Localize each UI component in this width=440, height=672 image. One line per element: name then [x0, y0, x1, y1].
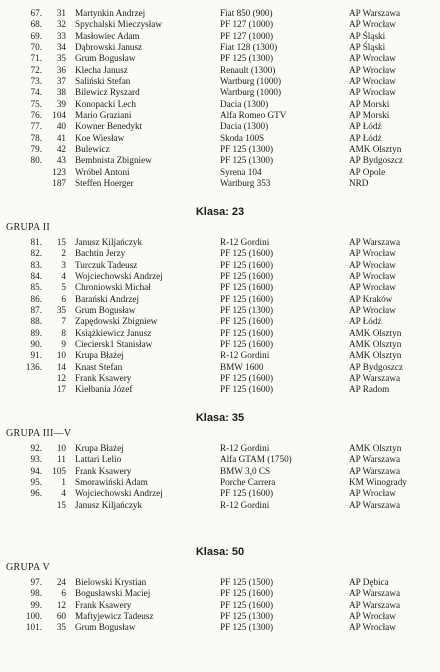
car-model: PF 125 (1600): [220, 259, 274, 270]
start-number: 35: [56, 305, 66, 316]
car-model: PF 125 (1300): [220, 53, 274, 64]
grupa-2-heading: GRUPA II: [6, 222, 50, 233]
car-model: PF 125 (1600): [220, 373, 274, 384]
driver-name: Masłowiec Adam: [75, 30, 140, 41]
club-name: AP Wrocław: [349, 259, 396, 270]
place-number: 74.: [30, 87, 42, 98]
start-number: 12: [56, 599, 66, 610]
driver-name: Bachtin Jerzy: [75, 248, 126, 259]
start-number: 60: [56, 611, 66, 622]
table-row: [0, 362, 440, 373]
club-name: AP Wrocław: [349, 53, 396, 64]
club-name: AMK Olsztyn: [349, 339, 402, 350]
grupa-5-heading: GRUPA V: [6, 562, 51, 573]
table-row: [0, 488, 440, 499]
driver-name: Smorawiński Adam: [75, 477, 148, 488]
car-model: Alfa GTAM (1750): [220, 454, 292, 465]
table-row: [0, 155, 440, 166]
table-row: [0, 454, 440, 465]
car-model: PF 125 (1600): [220, 339, 274, 350]
club-name: AP Łódź: [349, 316, 382, 327]
start-number: 24: [56, 577, 66, 587]
car-model: Dacia (1300): [220, 121, 269, 132]
driver-name: Klecha Janusz: [75, 64, 128, 75]
place-number: 88.: [30, 316, 42, 327]
table-row: [0, 167, 440, 178]
results-table-section-a: [0, 8, 440, 190]
car-model: PF 127 (1000): [220, 30, 274, 41]
place-number: 68.: [30, 19, 42, 30]
table-row: [0, 577, 440, 588]
driver-name: Krupa Błażej: [75, 443, 124, 453]
car-model: Alfa Romeo GTV: [220, 110, 287, 121]
car-model: PF 125 (1600): [220, 316, 274, 327]
table-row: [0, 76, 440, 87]
place-number: 67.: [30, 8, 42, 18]
table-row: [0, 65, 440, 76]
start-number: 15: [56, 237, 66, 247]
place-number: 78.: [30, 132, 42, 143]
driver-name: Koe Wiesław: [75, 132, 125, 143]
car-model: PF 125 (1600): [220, 588, 274, 599]
start-number: 6: [61, 588, 66, 599]
club-name: AP Wrocław: [349, 76, 396, 87]
start-number: 104: [52, 110, 66, 121]
place-number: 87.: [30, 305, 42, 316]
table-row: [0, 373, 440, 384]
place-number: 91.: [30, 350, 42, 361]
car-model: PF 125 (1300): [220, 155, 274, 166]
club-name: AP Wrocław: [349, 248, 396, 259]
car-model: PF 125 (1300): [220, 611, 274, 622]
club-name: AP Wrocław: [349, 64, 396, 75]
driver-name: Bilewicz Ryszard: [75, 87, 140, 98]
club-name: AP Warszawa: [349, 373, 401, 384]
club-name: AP Warszawa: [349, 465, 401, 476]
club-name: AP Wrocław: [349, 611, 396, 622]
driver-name: Janusz Kiljańczyk: [75, 237, 143, 247]
table-row: [0, 121, 440, 132]
car-model: R-12 Gordini: [220, 237, 270, 247]
place-number: 80.: [30, 155, 42, 166]
start-number: 11: [57, 454, 66, 465]
car-model: Wartburg (1000): [220, 76, 282, 87]
car-model: R-12 Gordini: [220, 350, 270, 361]
start-number: 4: [61, 271, 66, 282]
car-model: BMW 3,0 CS: [220, 465, 271, 476]
car-model: Wartburg (1000): [220, 87, 282, 98]
car-model: PF 125 (1300): [220, 144, 274, 155]
car-model: PF 125 (1600): [220, 488, 274, 499]
driver-name: Cieciersk1 Stanisław: [75, 339, 153, 350]
club-name: AP Łódź: [349, 121, 382, 132]
club-name: AMK Olsztyn: [349, 443, 402, 453]
club-name: AP Warszawa: [349, 599, 401, 610]
club-name: AP Radom: [349, 384, 390, 395]
table-row: [0, 110, 440, 121]
place-number: 95.: [30, 477, 42, 488]
start-number: 5: [61, 282, 66, 293]
place-number: 97.: [30, 577, 42, 587]
driver-name: Barański Andrzej: [75, 293, 140, 304]
start-number: 37: [56, 76, 66, 87]
car-model: PF 125 (1600): [220, 282, 274, 293]
driver-name: Frank Ksawery: [75, 373, 132, 384]
table-row: [0, 8, 440, 19]
start-number: 40: [56, 121, 66, 132]
club-name: AP Warszawa: [349, 588, 401, 599]
club-name: AP Łódź: [349, 132, 382, 143]
place-number: 82.: [30, 248, 42, 259]
start-number: 8: [61, 327, 66, 338]
place-number: 89.: [30, 327, 42, 338]
place-number: 83.: [30, 259, 42, 270]
driver-name: Maftyjewicz Tadeusz: [75, 611, 154, 622]
driver-name: Bogusławski Maciej: [75, 588, 151, 599]
club-name: AP Wrocław: [349, 19, 396, 30]
start-number: 31: [56, 8, 66, 18]
car-model: R-12 Gordini: [220, 499, 270, 510]
car-model: PF 125 (1600): [220, 293, 274, 304]
place-number: 77.: [30, 121, 42, 132]
start-number: 35: [56, 622, 66, 633]
start-number: 12: [56, 373, 66, 384]
table-row: [0, 500, 440, 511]
place-number: 70.: [30, 42, 42, 53]
club-name: AP Morski: [349, 98, 390, 109]
driver-name: Frank Ksawery: [75, 465, 132, 476]
table-row: [0, 87, 440, 98]
table-row: [0, 31, 440, 42]
klasa-35-heading: Klasa: 35: [195, 412, 245, 424]
table-row: [0, 339, 440, 350]
table-row: [0, 19, 440, 30]
car-model: Porche Carrera: [220, 477, 276, 488]
place-number: 81.: [30, 237, 42, 247]
table-row: [0, 260, 440, 271]
table-row: [0, 237, 440, 248]
table-row: [0, 282, 440, 293]
table-row: [0, 384, 440, 395]
start-number: 7: [61, 316, 66, 327]
club-name: AP Warszawa: [349, 499, 401, 510]
place-number: 90.: [30, 339, 42, 350]
driver-name: Konopacki Lech: [75, 98, 136, 109]
table-row: [0, 443, 440, 454]
table-row: [0, 466, 440, 477]
driver-name: Dąbrowski Janusz: [75, 42, 143, 53]
results-table-section-c: [0, 443, 440, 511]
start-number: 1: [61, 477, 66, 488]
car-model: PF 125 (1300): [220, 622, 274, 633]
driver-name: Bulewicz: [75, 144, 110, 155]
start-number: 17: [56, 384, 66, 395]
driver-name: Wojciechowski Andrzej: [75, 271, 163, 282]
car-model: Syrena 104: [220, 166, 262, 177]
table-row: [0, 600, 440, 611]
table-row: [0, 133, 440, 144]
driver-name: Kowner Benedykt: [75, 121, 143, 132]
club-name: AP Bydgoszcz: [349, 361, 404, 372]
results-table-section-b: [0, 237, 440, 396]
place-number: 76.: [30, 110, 42, 121]
club-name: AP Bydgoszcz: [349, 155, 404, 166]
klasa-50-heading: Klasa: 50: [195, 546, 245, 558]
place-number: 92.: [30, 443, 42, 453]
driver-name: Grum Bogusław: [75, 305, 136, 316]
car-model: Fiat 128 (1300): [220, 42, 278, 53]
car-model: Renault (1300): [220, 64, 276, 75]
table-row: [0, 328, 440, 339]
driver-name: Saliński Stefan: [75, 76, 131, 87]
place-number: 98.: [30, 588, 42, 599]
table-row: [0, 99, 440, 110]
table-row: [0, 53, 440, 64]
start-number: 4: [61, 488, 66, 499]
driver-name: Wojciechowski Andrzej: [75, 488, 163, 499]
club-name: AMK Olsztyn: [349, 327, 402, 338]
driver-name: Zapędowski Zbigniew: [75, 316, 158, 327]
car-model: PF 127 (1000): [220, 19, 274, 30]
place-number: 72.: [30, 64, 42, 75]
table-row: [0, 144, 440, 155]
table-row: [0, 305, 440, 316]
place-number: 86.: [30, 293, 42, 304]
grupa-3-5-heading: GRUPA III—V: [6, 428, 72, 439]
club-name: AP Wrocław: [349, 488, 396, 499]
driver-name: Mario Graziani: [75, 110, 132, 121]
car-model: R-12 Gordini: [220, 443, 270, 453]
driver-name: Książkiewicz Janusz: [75, 327, 152, 338]
start-number: 6: [61, 293, 66, 304]
club-name: AP Wrocław: [349, 271, 396, 282]
driver-name: Krupa Błażej: [75, 350, 124, 361]
start-number: 41: [56, 132, 66, 143]
club-name: AP Wrocław: [349, 305, 396, 316]
club-name: AP Warszawa: [349, 8, 401, 18]
start-number: 3: [61, 259, 66, 270]
club-name: AP Wrocław: [349, 87, 396, 98]
start-number: 10: [56, 443, 66, 453]
place-number: 75.: [30, 98, 42, 109]
driver-name: Kiełbania Józef: [75, 384, 133, 395]
place-number: 96.: [30, 488, 42, 499]
car-model: PF 125 (1600): [220, 248, 274, 259]
club-name: AMK Olsztyn: [349, 350, 402, 361]
place-number: 101.: [25, 622, 42, 633]
results-table-section-d: [0, 577, 440, 634]
car-model: Wartburg 353: [220, 178, 271, 189]
driver-name: Wróbel Antoni: [75, 166, 130, 177]
start-number: 39: [56, 98, 66, 109]
table-row: [0, 271, 440, 282]
club-name: AP Dębica: [349, 577, 389, 587]
place-number: 100.: [25, 611, 42, 622]
start-number: 2: [61, 248, 66, 259]
car-model: Fiat 850 (900): [220, 8, 273, 18]
table-row: [0, 42, 440, 53]
place-number: 84.: [30, 271, 42, 282]
car-model: PF 125 (1500): [220, 577, 274, 587]
start-number: 36: [56, 64, 66, 75]
table-row: [0, 316, 440, 327]
car-model: PF 125 (1300): [220, 305, 274, 316]
place-number: 99.: [30, 599, 42, 610]
start-number: 187: [52, 178, 66, 189]
table-row: [0, 622, 440, 633]
driver-name: Steffen Hoerger: [75, 178, 134, 189]
table-row: [0, 248, 440, 259]
table-row: [0, 350, 440, 361]
club-name: AP Morski: [349, 110, 390, 121]
club-name: AP Wrocław: [349, 282, 396, 293]
start-number: 9: [61, 339, 66, 350]
driver-name: Grum Bogusław: [75, 53, 136, 64]
start-number: 32: [56, 19, 66, 30]
club-name: AP Kraków: [349, 293, 393, 304]
start-number: 42: [56, 144, 66, 155]
car-model: BMW 1600: [220, 361, 264, 372]
place-number: 71.: [30, 53, 42, 64]
club-name: AP Warszawa: [349, 237, 401, 247]
driver-name: Chroniowski Michał: [75, 282, 151, 293]
car-model: Skoda 100S: [220, 132, 265, 143]
car-model: PF 125 (1600): [220, 384, 274, 395]
start-number: 105: [52, 465, 66, 476]
driver-name: Martynkin Andrzej: [75, 8, 146, 18]
club-name: AP Opole: [349, 166, 386, 177]
place-number: 69.: [30, 30, 42, 41]
start-number: 35: [56, 53, 66, 64]
klasa-23-heading: Klasa: 23: [195, 206, 245, 218]
driver-name: Frank Ksawery: [75, 599, 132, 610]
car-model: PF 125 (1600): [220, 271, 274, 282]
club-name: AP Wrocław: [349, 622, 396, 633]
table-row: [0, 294, 440, 305]
start-number: 34: [56, 42, 66, 53]
club-name: NRD: [349, 178, 369, 189]
start-number: 15: [56, 499, 66, 510]
table-row: [0, 611, 440, 622]
place-number: 79.: [30, 144, 42, 155]
start-number: 43: [56, 155, 66, 166]
club-name: AMK Olsztyn: [349, 144, 402, 155]
car-model: PF 125 (1600): [220, 599, 274, 610]
club-name: KM Winogrady: [349, 477, 407, 488]
car-model: Dacia (1300): [220, 98, 269, 109]
place-number: 94.: [30, 465, 42, 476]
table-row: [0, 477, 440, 488]
driver-name: Janusz Kiljańczyk: [75, 499, 143, 510]
driver-name: Lattari Lelio: [75, 454, 122, 465]
start-number: 38: [56, 87, 66, 98]
driver-name: Spychalski Mieczysław: [75, 19, 163, 30]
place-number: 93.: [30, 454, 42, 465]
driver-name: Bembnista Zbigniew: [75, 155, 152, 166]
start-number: 123: [52, 166, 66, 177]
start-number: 14: [56, 361, 66, 372]
club-name: AP Śląski: [349, 42, 386, 53]
driver-name: Turczuk Tadeusz: [75, 259, 138, 270]
start-number: 33: [56, 30, 66, 41]
table-row: [0, 588, 440, 599]
driver-name: Grum Bogusław: [75, 622, 136, 633]
place-number: 136.: [25, 361, 42, 372]
table-row: [0, 178, 440, 189]
place-number: 73.: [30, 76, 42, 87]
driver-name: Knast Stefan: [75, 361, 123, 372]
car-model: PF 125 (1600): [220, 327, 274, 338]
club-name: AP Śląski: [349, 30, 386, 41]
driver-name: Bielowski Krystian: [75, 577, 147, 587]
start-number: 10: [56, 350, 66, 361]
club-name: AP Warszawa: [349, 454, 401, 465]
place-number: 85.: [30, 282, 42, 293]
